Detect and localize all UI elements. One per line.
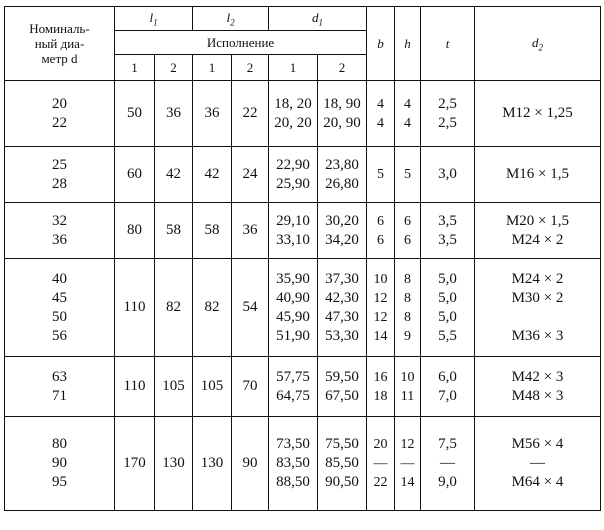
- t-cell: [421, 417, 475, 511]
- h-header: h: [395, 7, 421, 81]
- d1_1-cell: [269, 81, 318, 147]
- l2_2-cell: 90: [232, 417, 269, 511]
- l1_1-cell: 60: [115, 147, 155, 203]
- d2-cell: [475, 147, 601, 203]
- b-value: 18: [373, 388, 388, 404]
- t-value: 5,5: [438, 327, 457, 344]
- h-value: 8: [404, 271, 411, 287]
- diam-value: 71: [52, 387, 67, 404]
- t-cell: [421, 259, 475, 357]
- b-cell: [367, 417, 395, 511]
- b-value: 12: [373, 290, 388, 306]
- diam-value: 90: [52, 455, 67, 471]
- table-body: [5, 81, 601, 511]
- h-cell: [395, 203, 421, 259]
- d2-cell: [475, 357, 601, 417]
- d1_1-value: 35,90: [276, 270, 310, 287]
- h-value: 9: [404, 328, 411, 344]
- h-value: 12: [400, 437, 415, 452]
- d2-cell: [475, 81, 601, 147]
- l1_1-cell: 50: [115, 81, 155, 147]
- table-row: [5, 81, 601, 147]
- l1-header: $l_1$: [115, 7, 193, 31]
- b-value: 12: [373, 309, 388, 325]
- d1_2-value: 85,50: [325, 455, 359, 471]
- exec-num: 1: [115, 55, 155, 81]
- d1_1-value: 20, 20: [274, 114, 312, 131]
- table-row: [5, 417, 601, 511]
- exec-num: 2: [155, 55, 193, 81]
- h-value: 11: [400, 388, 415, 404]
- b-value: 6: [377, 232, 384, 248]
- d1_2-value: 18, 90: [323, 95, 361, 112]
- b-cell: [367, 259, 395, 357]
- d2-value: M12 × 1,25: [502, 105, 573, 121]
- d1_2-value: 67,50: [325, 387, 359, 404]
- d1-header: $d_1$: [269, 7, 367, 31]
- d1_2-value: 59,50: [325, 368, 359, 385]
- l2_2-cell: 54: [232, 259, 269, 357]
- table-row: [5, 147, 601, 203]
- exec-num: 2: [318, 55, 367, 81]
- t-value: 5,0: [438, 270, 457, 287]
- exec-num: 1: [193, 55, 232, 81]
- b-cell: [367, 81, 395, 147]
- d2-cell: [475, 417, 601, 511]
- l2_2-cell: 24: [232, 147, 269, 203]
- h-value: 4: [404, 115, 411, 131]
- d1_1-value: 29,10: [276, 212, 310, 229]
- l1_2-cell: 82: [155, 259, 193, 357]
- l1_2-cell: 58: [155, 203, 193, 259]
- d2-value: M16 × 1,5: [505, 166, 570, 182]
- t-cell: [421, 81, 475, 147]
- d1_2-value: 90,50: [325, 474, 359, 490]
- diam-value: 32: [52, 212, 67, 229]
- d1_1-value: 51,90: [276, 327, 310, 344]
- l2_2-cell: 22: [232, 81, 269, 147]
- b-value: 10: [373, 271, 388, 287]
- h-cell: [395, 147, 421, 203]
- l1_1-cell: 80: [115, 203, 155, 259]
- t-cell: [421, 147, 475, 203]
- l1_1-cell: 170: [115, 417, 155, 511]
- d1_2-value: 37,30: [325, 270, 359, 287]
- h-cell: [395, 357, 421, 417]
- t-value: 2,5: [438, 114, 457, 131]
- d1_1-value: 57,75: [276, 368, 310, 385]
- d1_2-cell: [318, 259, 367, 357]
- d2-value: —: [530, 455, 545, 471]
- t-value: 7,5: [438, 436, 457, 452]
- h-value: 5: [404, 167, 411, 182]
- nominal-header-line-3: метр d: [41, 51, 78, 66]
- t-value: 2,5: [438, 95, 457, 112]
- d2-cell: [475, 203, 601, 259]
- exec-num: 2: [232, 55, 269, 81]
- d1_1-cell: [269, 203, 318, 259]
- diam-value: 63: [52, 368, 67, 385]
- d1_1-cell: [269, 147, 318, 203]
- t-value: 3,5: [438, 212, 457, 229]
- table-row: [5, 203, 601, 259]
- b-cell: [367, 147, 395, 203]
- t-value: 3,5: [438, 231, 457, 248]
- d1_2-value: 47,30: [325, 308, 359, 325]
- h-value: 6: [404, 232, 411, 248]
- t-header: t: [421, 7, 475, 81]
- b-value: 16: [373, 369, 388, 385]
- d1_2-value: 23,80: [325, 156, 359, 173]
- d1_1-value: 64,75: [276, 387, 310, 404]
- l2_2-cell: 70: [232, 357, 269, 417]
- diam-value: 95: [52, 474, 67, 490]
- diam-value: 80: [52, 436, 67, 452]
- l1_2-cell: 42: [155, 147, 193, 203]
- h-cell: [395, 81, 421, 147]
- h-cell: [395, 259, 421, 357]
- h-value: 8: [404, 290, 411, 306]
- nominal-header-line-2: ный диа-: [34, 36, 85, 51]
- l2_1-cell: 130: [193, 417, 232, 511]
- diam-cell: [5, 417, 115, 511]
- l1_2-cell: 130: [155, 417, 193, 511]
- diam-value: 28: [52, 175, 67, 192]
- t-value: 3,0: [438, 166, 457, 182]
- l2_1-cell: 82: [193, 259, 232, 357]
- execution-header: Исполнение: [115, 31, 367, 55]
- t-value: 9,0: [438, 474, 457, 490]
- t-cell: [421, 203, 475, 259]
- l2_1-cell: 105: [193, 357, 232, 417]
- h-cell: [395, 417, 421, 511]
- d1_1-value: 45,90: [276, 308, 310, 325]
- h-value: 14: [400, 475, 415, 490]
- d1_1-cell: [269, 259, 318, 357]
- l1_1-cell: 110: [115, 357, 155, 417]
- d2-value: M24 × 2: [511, 231, 564, 248]
- l2_1-cell: 58: [193, 203, 232, 259]
- d1_2-cell: [318, 357, 367, 417]
- l2_1-cell: 36: [193, 81, 232, 147]
- d1_1-value: 18, 20: [274, 95, 312, 112]
- t-value: 6,0: [438, 368, 457, 385]
- d2-value: M48 × 3: [511, 387, 564, 404]
- d1_2-cell: [318, 81, 367, 147]
- l1_2-cell: 105: [155, 357, 193, 417]
- h-value: 6: [404, 213, 411, 229]
- t-cell: [421, 357, 475, 417]
- diam-value: 45: [52, 289, 67, 306]
- d1_2-value: 26,80: [325, 175, 359, 192]
- d1_2-value: 75,50: [325, 436, 359, 452]
- t-value: 5,0: [438, 289, 457, 306]
- d1_2-cell: [318, 147, 367, 203]
- d1_1-value: 40,90: [276, 289, 310, 306]
- d1_1-value: 83,50: [276, 455, 310, 471]
- diam-cell: [5, 259, 115, 357]
- table-row: [5, 357, 601, 417]
- diam-value: 40: [52, 270, 67, 287]
- d2-value: M56 × 4: [511, 436, 564, 452]
- d1_1-value: 73,50: [276, 436, 310, 452]
- d2-value: M64 × 4: [511, 474, 564, 490]
- nominal-diameter-header: [5, 7, 115, 81]
- d1_2-value: 34,20: [325, 231, 359, 248]
- diam-value: 56: [52, 327, 67, 344]
- d1_1-cell: [269, 357, 318, 417]
- diam-value: 22: [52, 114, 67, 131]
- d2-header: $d_2$: [475, 7, 601, 81]
- diam-value: 50: [52, 308, 67, 325]
- d2-value: M24 × 2: [511, 270, 564, 287]
- l1_2-cell: 36: [155, 81, 193, 147]
- diam-cell: [5, 147, 115, 203]
- h-value: 10: [400, 369, 415, 385]
- h-value: 8: [404, 309, 411, 325]
- l1_1-cell: 110: [115, 259, 155, 357]
- b-cell: [367, 357, 395, 417]
- t-value: —: [440, 455, 455, 471]
- d1_2-value: 30,20: [325, 212, 359, 229]
- l2-header: $l_2$: [193, 7, 269, 31]
- diam-value: 36: [52, 231, 67, 248]
- d1_2-value: 20, 90: [323, 114, 361, 131]
- diam-value: 20: [52, 95, 67, 112]
- d1_1-value: 88,50: [276, 474, 310, 490]
- l2_1-cell: 42: [193, 147, 232, 203]
- b-value: 6: [377, 213, 384, 229]
- d2-cell: [475, 259, 601, 357]
- d1_2-value: 53,30: [325, 327, 359, 344]
- l2_2-cell: 36: [232, 203, 269, 259]
- b-value: 20: [373, 437, 388, 452]
- t-value: 5,0: [438, 308, 457, 325]
- b-value: 5: [377, 167, 384, 182]
- d1_1-value: 33,10: [276, 231, 310, 248]
- h-value: 4: [404, 96, 411, 112]
- nominal-header-line-1: Номиналь-: [29, 21, 90, 36]
- t-value: 7,0: [438, 387, 457, 404]
- b-value: 22: [373, 475, 388, 490]
- h-value: —: [400, 456, 415, 471]
- b-value: 14: [373, 328, 388, 344]
- b-value: 4: [377, 96, 384, 112]
- d1_2-value: 42,30: [325, 289, 359, 306]
- diam-value: 25: [52, 156, 67, 173]
- d2-value: [475, 308, 600, 327]
- diam-cell: [5, 357, 115, 417]
- d1_2-cell: [318, 417, 367, 511]
- d1_1-cell: [269, 417, 318, 511]
- b-value: —: [373, 456, 388, 471]
- d1_2-cell: [318, 203, 367, 259]
- b-header: b: [367, 7, 395, 81]
- d2-value: M42 × 3: [511, 368, 564, 385]
- d2-value: M20 × 1,5: [505, 212, 570, 229]
- d1_1-value: 22,90: [276, 156, 310, 173]
- table-row: [5, 259, 601, 357]
- d2-value: M36 × 3: [511, 327, 564, 344]
- b-value: 4: [377, 115, 384, 131]
- diam-cell: [5, 203, 115, 259]
- diam-cell: [5, 81, 115, 147]
- exec-num: 1: [269, 55, 318, 81]
- d2-value: M30 × 2: [511, 289, 564, 306]
- d1_1-value: 25,90: [276, 175, 310, 192]
- b-cell: [367, 203, 395, 259]
- dimension-table: [4, 6, 601, 511]
